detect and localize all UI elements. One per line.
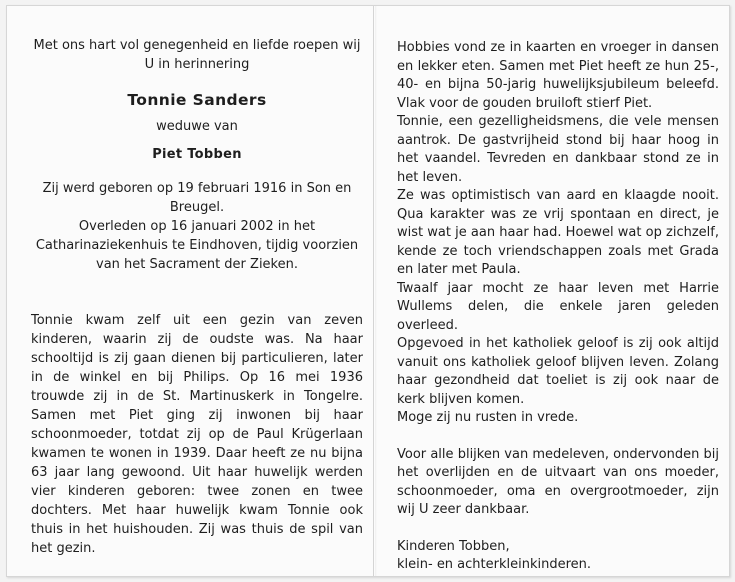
hobbies-paragraph: Hobbies vond ze in kaarten en vroeger in dansen en lekker eten. Samen met Piet heeft ze hun 25-, 40- en bijna 50-jarig huwelijksjubileum beleefd. Vlak voor de gouden bruiloft stierf Piet. [397, 40, 719, 111]
relation-text: weduwe van [156, 119, 238, 134]
intro-text: Met ons hart vol genegenheid en liefde roepen wij U in herinnering [33, 38, 361, 72]
signature-line-1: Kinderen Tobben, [397, 538, 510, 554]
signature-line-2: klein- en achterkleinkinderen. [397, 557, 592, 572]
biography-text: Tonnie kwam zelf uit een gezin van zeven kinderen, waarin zij de oudste was. Na haar schooltijd is zij gaan dienen bij particulieren, later in de winkel en bij Philips. Op 16 mei 1936 trouwde zij in de St. Martinuskerk in Tongelre. Samen met Piet ging zij inwonen bij haar schoonmoeder, totdat zij op de Paul Krügerlaan kwamen te wonen in 1939. Daar heeft ze nu bijna 63 jaar lang gewoond. Uit haar huwelijk werden vier kinderen geboren: twee zonen en twee dochters. Met haar huwelijk kwam Tonnie ook thuis in het huishouden. Zij was thuis de spil van het gezin. [31, 313, 363, 556]
memorial-card [6, 5, 730, 577]
faith-paragraph: Opgevoed in het katholiek geloof is zij ook altijd vanuit ons katholiek geloof blijven leven. Zolang haar gezondheid dat toeliet is zij ook naar de kerk blijven komen. [397, 336, 719, 407]
birth-text: Zij werd geboren op 19 februari 1916 in Son en Breugel. [42, 181, 352, 215]
left-panel [31, 36, 363, 558]
death-text: Overleden op 16 januari 2002 in het Catharinaziekenhuis te Eindhoven, tijdig voorzien van het Sacrament der Zieken. [35, 219, 359, 272]
deceased-name: Tonnie Sanders [127, 91, 267, 109]
card-fold [373, 6, 374, 576]
character-paragraph: Ze was optimistisch van aard en klaagde nooit. Qua karakter was ze vrij spontaan en direct, je wist wat je aan haar had. Hoewel wat op zichzelf, kende ze toch vriendschappen zoals met Grada en later met Paula. [397, 188, 719, 277]
rest-in-peace: Moge zij nu rusten in vrede. [397, 410, 579, 425]
spouse-name: Piet Tobben [152, 147, 242, 162]
signature [397, 538, 719, 575]
personality-paragraph: Tonnie, een gezelligheidsmens, die vele mensen aantrok. De gastvrijheid stond bij haar hoog in het vaandel. Tevreden en dankbaar stond ze in het leven. [397, 114, 719, 185]
right-panel [397, 39, 719, 575]
card-fold-shadow [375, 6, 377, 576]
thanks-paragraph: Voor alle blijken van medeleven, ondervonden bij het overlijden en de uitvaart van ons moeder, schoonmoeder, oma en overgrootmoeder, zijn wij U zeer dankbaar. [397, 446, 719, 517]
harrie-paragraph: Twaalf jaar mocht ze haar leven met Harrie Wullems delen, die enkele jaren geleden overleed. [397, 280, 719, 333]
